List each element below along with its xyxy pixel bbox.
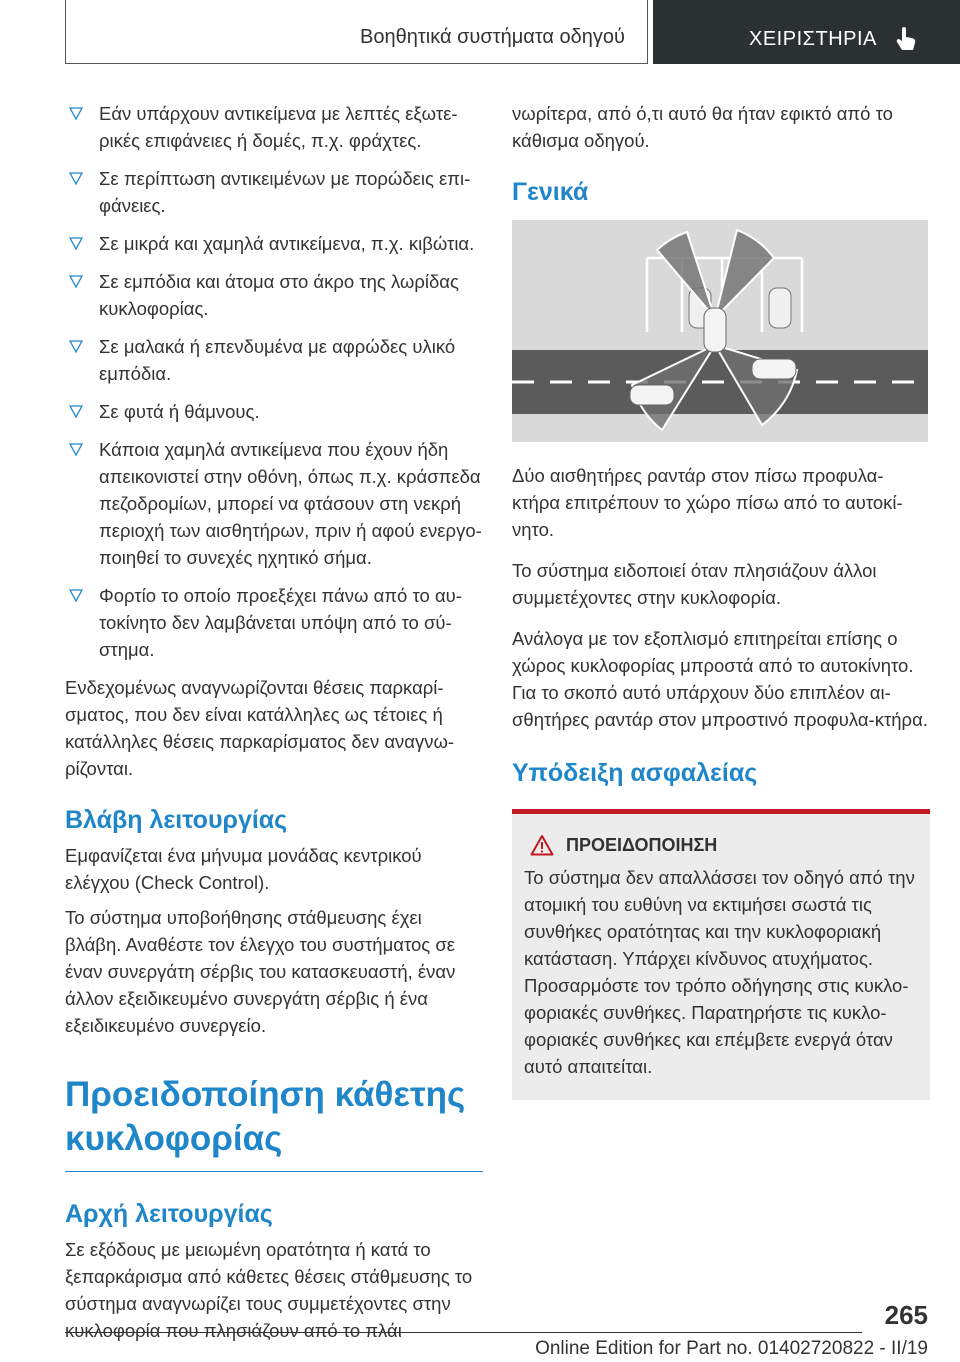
warning-box (512, 809, 930, 1100)
triangle-bullet-icon (69, 107, 83, 120)
right-column (512, 100, 930, 1100)
list-item: Σε περίπτωση αντικειμένων με πορώδεις επι-φάνειες. (65, 165, 483, 219)
triangle-bullet-icon (69, 340, 83, 353)
paragraph: νωρίτερα, από ό,τι αυτό θα ήταν εφικτό από το κάθισμα οδηγού. (512, 103, 893, 151)
footer-divider (65, 1332, 862, 1333)
header-section-box (65, 0, 648, 64)
list-item: Φορτίο το οποίο προεξέχει πάνω από το αυ-τοκίνητο δεν λαμβάνεται υπόψη από το σύ-στημα. (65, 582, 483, 663)
paragraph: Το σύστημα ειδοποιεί όταν πλησιάζουν άλλοι συμμετέχοντες στην κυκλοφορία. (512, 560, 877, 608)
triangle-bullet-icon (69, 237, 83, 250)
heading-safety: Υπόδειξη ασφαλείας (512, 759, 758, 787)
paragraph: Δύο αισθητήρες ραντάρ στον πίσω προφυλα-κτήρα επιτρέπουν το χώρο πίσω από το αυτοκί-νητο. (512, 465, 903, 540)
paragraph: Σε εξόδους με μειωμένη ορατότητα ή κατά το ξεπαρκάρισμα από κάθετες θέσεις στάθμευσης το σύστημα αναγνωρίζει τους συμμετέχοντες στην κυκλοφορία που πλησιάζουν από το πλάι (65, 1239, 473, 1341)
triangle-bullet-icon (69, 443, 83, 456)
list-item: Σε μικρά και χαμηλά αντικείμενα, π.χ. κιβώτια. (65, 230, 483, 257)
radar-illustration (512, 220, 928, 442)
cross-traffic-illustration (512, 220, 928, 442)
hand-pointer-icon (893, 26, 919, 52)
heading-principle: Αρχή λειτουργίας (65, 1200, 273, 1228)
page-number: 265 (884, 1300, 928, 1330)
limitations-list (65, 100, 483, 663)
header-manual-box (653, 0, 960, 64)
list-item: Εάν υπάρχουν αντικείμενα με λεπτές εξωτε-ρικές επιφάνειες ή δομές, π.χ. φράχτες. (65, 100, 483, 154)
edition-text: Online Edition for Part no. 01402720822 - II/19 (535, 1338, 928, 1359)
paragraph: Ανάλογα με τον εξοπλισμό επιτηρείται επίσης ο χώρος κυκλοφορίας μπροστά από το αυτοκίνητο. Για το σκοπό αυτό υπάρχουν δύο επιπλέον αι-σθητήρες ραντάρ στον μπροστινό προφυλα-κτήρα. (512, 628, 928, 730)
list-item: Σε φυτά ή θάμνους. (65, 398, 483, 425)
triangle-bullet-icon (69, 275, 83, 288)
heading-cross-traffic: Προειδοποίηση κάθετης κυκλοφορίας (65, 1073, 483, 1172)
heading-malfunction: Βλάβη λειτουργίας (65, 806, 288, 834)
warning-triangle-icon (530, 834, 554, 856)
list-item: Σε εμπόδια και άτομα στο άκρο της λωρίδας κυκλοφορίας. (65, 268, 483, 322)
left-column (65, 100, 483, 1358)
section-title: Βοηθητικά συστήματα οδηγού (360, 26, 625, 48)
triangle-bullet-icon (69, 172, 83, 185)
warning-text: Το σύστημα δεν απαλλάσσει τον οδηγό από την ατομική του ευθύνη να εκτιμήσει σωστά τις συνθήκες ορατότητας και την κυκλοφοριακή κατάσταση. Υπάρχει κίνδυνος ατυχήματος. Προσαρμόστε τον τρόπο οδήγησης στις κυκλο-φοριακές συνθήκες. Παρατηρήστε τις κυκλο-φοριακές συνθήκες και επέμβετε ενεργά όταν αυτό απαιτείται. (524, 867, 915, 1077)
list-item: Σε μαλακά ή επενδυμένα με αφρώδες υλικό εμπόδια. (65, 333, 483, 387)
warning-title: ΠΡΟΕΙΔΟΠΟΙΗΣΗ (566, 834, 718, 855)
paragraph: Το σύστημα υποβοήθησης στάθμευσης έχει βλάβη. Αναθέστε τον έλεγχο του συστήματος σε έναν συνεργάτη σέρβις του κατασκευαστή, έναν άλλον εξειδικευμένο συνεργάτη σέρβις ή ένα εξειδικευμένο συνεργείο. (65, 907, 456, 1036)
list-item: Κάποια χαμηλά αντικείμενα που έχουν ήδη απεικονιστεί στην οθόνη, όπως π.χ. κράσπεδα πεζοδρομίων, μπορεί να φτάσουν στη νεκρή περιοχή των αισθητήρων, πριν ή αφού ενεργο-ποιηθεί το συνεχές ηχητικό σήμα. (65, 436, 483, 571)
triangle-bullet-icon (69, 589, 83, 602)
triangle-bullet-icon (69, 405, 83, 418)
heading-general: Γενικά (512, 178, 589, 206)
paragraph: Εμφανίζεται ένα μήνυμα μονάδας κεντρικού ελέγχου (Check Control). (65, 845, 422, 893)
paragraph: Ενδεχομένως αναγνωρίζονται θέσεις παρκαρί-σματος, που δεν είναι κατάλληλες ως τέτοιες ή κατάλληλες θέσεις παρκαρίσματος δεν αναγνω-ρίζονται. (65, 677, 455, 779)
manual-title: ΧΕΙΡΙΣΤΗΡΙΑ (749, 28, 877, 50)
warning-header (530, 834, 918, 856)
